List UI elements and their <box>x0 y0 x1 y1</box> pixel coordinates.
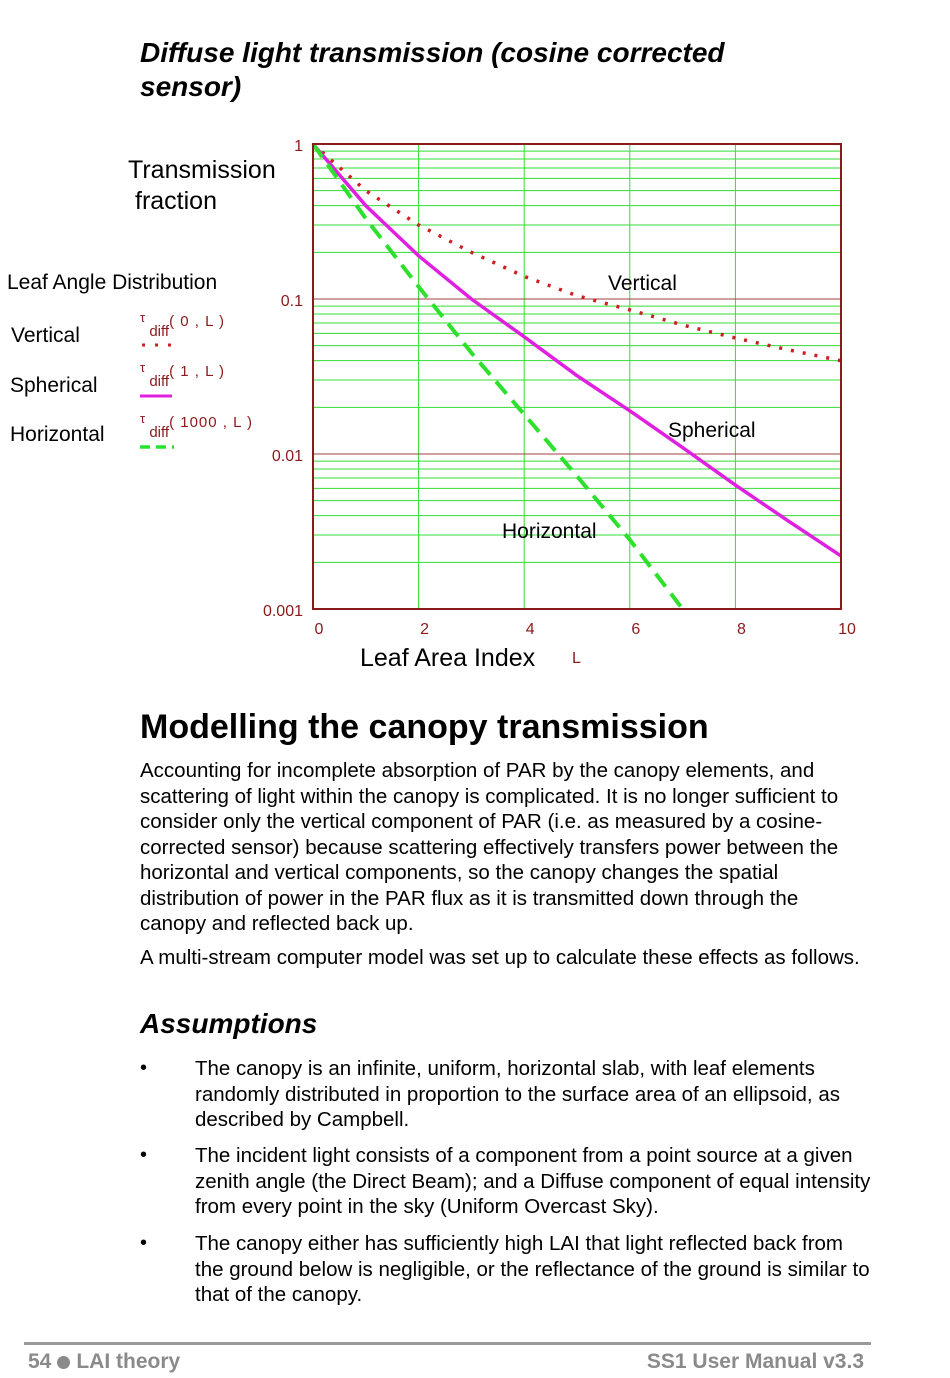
section-heading: Modelling the canopy transmission <box>140 708 709 746</box>
bullet-1: • <box>140 1057 148 1079</box>
footer-rule <box>24 1342 871 1345</box>
curve-label-vertical: Vertical <box>608 272 677 295</box>
y-tick-label: 1 <box>294 138 303 155</box>
paragraph-1: Accounting for incomplete absorption of PAR by the canopy elements, and scattering of light within the canopy is complicated. It is no longer sufficient to consider only the vertical component of PAR (i.e. as measured by a cosine-corrected sensor) because scattering effectively transfers power between the horizontal and vertical components, so the canopy changes the spatial distribution of power in the PAR flux as it is transmitted down through the canopy and reflected back up. <box>140 759 839 935</box>
y-axis-title-line1: Transmission <box>128 156 276 184</box>
page-number: 54 <box>28 1350 52 1373</box>
x-tick-label: 0 <box>314 621 324 638</box>
x-tick-label: 4 <box>525 621 535 638</box>
assumption-item-1: The canopy is an infinite, uniform, horizontal slab, with leaf elements randomly distributed in proportion to the surface area of an ellipsoid, as described by Campbell. <box>195 1057 840 1131</box>
paragraph-2: A multi-stream computer model was set up to calculate these effects as follows. <box>140 946 860 969</box>
y-tick-label: 0.001 <box>262 603 303 620</box>
assumptions-heading: Assumptions <box>140 1008 318 1039</box>
legend-formula-spherical: τ diff( 1 , L ) <box>140 360 226 390</box>
x-tick-label: 6 <box>631 621 641 638</box>
bullet-3: • <box>140 1232 148 1254</box>
legend-formula-vertical: τ diff( 0 , L ) <box>140 310 226 340</box>
x-tick-label: 8 <box>736 621 746 638</box>
figure-title: Diffuse light transmission (cosine corrected sensor) <box>140 37 725 102</box>
legend-heading: Leaf Angle Distribution <box>7 271 218 294</box>
x-axis-variable: L <box>572 650 581 667</box>
footer-section: LAI theory <box>76 1350 181 1373</box>
legend-formula-horizontal: τ diff( 1000 , L ) <box>140 411 254 441</box>
y-tick-label: 0.01 <box>271 448 303 465</box>
footer-manual-title: SS1 User Manual v3.3 <box>646 1350 864 1373</box>
assumption-item-3: The canopy either has sufficiently high LAI that light reflected back from the ground below is negligible, or the reflectance of the ground is similar to that of the canopy. <box>195 1232 870 1306</box>
x-tick-label: 10 <box>838 621 856 638</box>
curve-label-spherical: Spherical <box>668 419 756 442</box>
x-tick-label: 2 <box>420 621 430 638</box>
legend-name-vertical: Vertical <box>11 324 80 347</box>
footer-left <box>28 1350 180 1374</box>
separator-dot <box>57 1356 70 1369</box>
y-tick-label: 0.1 <box>280 293 303 310</box>
chart-tick-labels <box>263 138 856 638</box>
series-line-horizontal <box>313 144 683 609</box>
assumption-item-2: The incident light consists of a component from a point source at a given zenith angle (the Direct Beam); and a Diffuse component of equal intensity from every point in the sky (Uniform Overcast Sky). <box>195 1144 871 1218</box>
legend-name-spherical: Spherical <box>10 374 98 397</box>
x-axis-title: Leaf Area Index <box>360 644 536 672</box>
bullet-2: • <box>140 1144 148 1166</box>
legend-name-horizontal: Horizontal <box>10 423 105 446</box>
y-axis-title-line2: fraction <box>135 187 217 215</box>
curve-label-horizontal: Horizontal <box>502 520 597 543</box>
